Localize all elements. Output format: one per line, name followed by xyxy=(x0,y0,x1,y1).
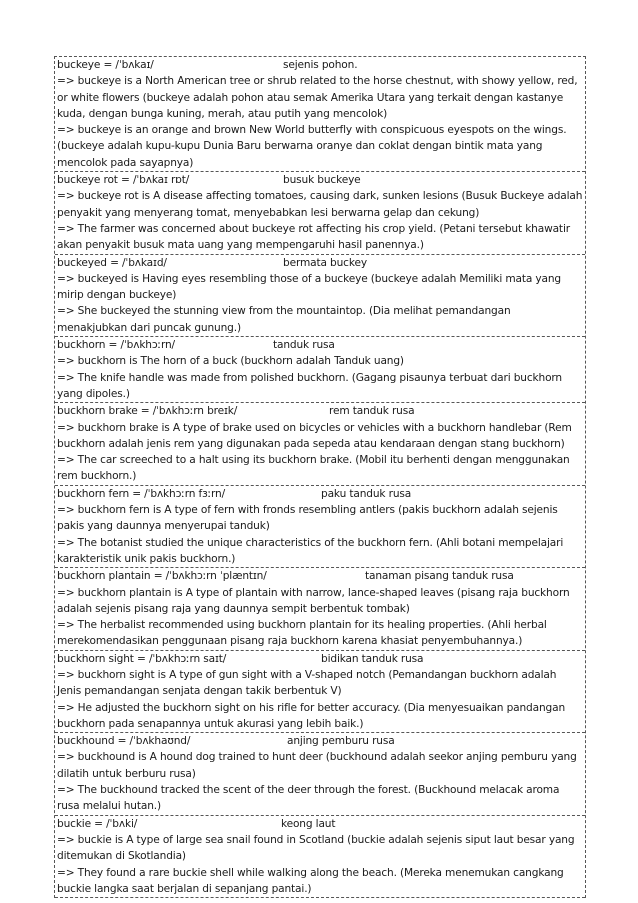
entry-term: buckhorn fern = /ˈbʌkhɔːrn fɜːrn/ xyxy=(57,487,225,500)
entry-example: => The car screeched to a halt using its buckhorn brake. (Mobil itu berhenti dengan menggunakan rem buckhorn.) xyxy=(57,454,570,483)
entry-example: => The knife handle was made from polished buckhorn. (Gagang pisaunya terbuat dari buckhorn yang dipoles.) xyxy=(57,371,562,400)
dictionary-entry xyxy=(55,816,585,898)
dictionary-entry xyxy=(55,733,585,815)
entry-term: buckeyed = /ˈbʌkaɪd/ xyxy=(57,256,167,269)
dictionary-entry xyxy=(55,172,585,254)
entry-definition: => buckeye is an orange and brown New World butterfly with conspicuous eyespots on the wings. (buckeye adalah kupu-kupu Dunia Baru berwarna oranye dan coklat dengan bintik mata yang mencolok pada sayapnya) xyxy=(57,124,567,169)
entry-example: => He adjusted the buckhorn sight on his rifle for better accuracy. (Dia menyesuaikan pandangan buckhorn pada senapannya untuk akurasi yang lebih baik.) xyxy=(57,701,566,730)
entry-header xyxy=(57,57,583,73)
entry-translation: rem tanduk rusa xyxy=(329,405,415,418)
entry-header xyxy=(57,816,583,832)
entry-header xyxy=(57,651,583,667)
entry-translation: tanduk rusa xyxy=(273,339,335,352)
entry-translation: bidikan tanduk rusa xyxy=(321,652,424,665)
entry-definition: => buckhorn brake is A type of brake used on bicycles or vehicles with a buckhorn handlebar (Rem buckhorn adalah jenis rem yang digunakan pada sepeda atau kendaraan dengan stang buckhorn) xyxy=(57,421,572,450)
entry-header xyxy=(57,568,583,584)
entry-header xyxy=(57,486,583,502)
entry-example: => The farmer was concerned about buckeye rot affecting his crop yield. (Petani tersebut khawatir akan penyakit busuk mata uang yang mempengaruhi hasil panennya.) xyxy=(57,222,570,252)
entry-header xyxy=(57,255,583,271)
dictionary-entry xyxy=(55,403,585,485)
entry-definition: => buckhorn is The horn of a buck (buckhorn adalah Tanduk uang) xyxy=(57,355,404,368)
entry-example: => The botanist studied the unique characteristics of the buckhorn fern. (Ahli botani mempelajari karakteristik unik pakis buckhorn.) xyxy=(57,536,564,565)
entry-definition: => buckhorn sight is A type of gun sight with a V-shaped notch (Pemandangan buckhorn adalah Jenis pemandangan senjata dengan takik berbentuk V) xyxy=(57,668,557,698)
entry-header xyxy=(57,337,583,353)
entry-term: buckeye = /ˈbʌkaɪ/ xyxy=(57,59,154,71)
dictionary-list xyxy=(54,56,586,898)
entry-term: buckhorn sight = /ˈbʌkhɔːrn saɪt/ xyxy=(57,652,227,665)
entry-header xyxy=(57,733,583,749)
entry-term: buckeye rot = /ˈbʌkaɪ rɒt/ xyxy=(57,174,190,187)
entry-translation: keong laut xyxy=(281,817,336,830)
entry-definition: => buckeye rot is A disease affecting tomatoes, causing dark, sunken lesions (Busuk Buckeye adalah penyakit yang menyerang tomat, menyebabkan lesi berwarna gelap dan cekung) xyxy=(57,190,583,219)
entry-term: buckhorn plantain = /ˈbʌkhɔːrn ˈplæntɪn/ xyxy=(57,570,267,583)
entry-definition: => buckhound is A hound dog trained to hunt deer (buckhound adalah seekor anjing pemburu yang dilatih untuk berburu rusa) xyxy=(57,751,577,780)
entry-example: => They found a rare buckie shell while walking along the beach. (Mereka menemukan cangkang buckie langka saat berjalan di sepanjang pantai.) xyxy=(57,866,564,895)
entry-definition: => buckhorn plantain is A type of plantain with narrow, lance-shaped leaves (pisang raja buckhorn adalah sejenis pisang raja yang daunnya sempit berbentuk tombak) xyxy=(57,586,570,615)
dictionary-entry xyxy=(55,651,585,733)
dictionary-entry xyxy=(55,57,585,172)
entry-translation: sejenis pohon. xyxy=(283,59,358,71)
entry-translation: tanaman pisang tanduk rusa xyxy=(365,570,514,583)
entry-example: => The herbalist recommended using buckhorn plantain for its healing properties. (Ahli herbal merekomendasikan penggunaan pisang raja buckhorn karena khasiat penyembuhannya.) xyxy=(57,619,547,648)
entry-term: buckhorn = /ˈbʌkhɔːrn/ xyxy=(57,339,175,352)
entry-header xyxy=(57,403,583,419)
dictionary-entry xyxy=(55,568,585,650)
entry-header xyxy=(57,172,583,188)
entry-definition: => buckeyed is Having eyes resembling those of a buckeye (buckeye adalah Memiliki mata yang mirip dengan buckeye) xyxy=(57,272,562,302)
entry-example: => She buckeyed the stunning view from the mountaintop. (Dia melihat pemandangan menakjubkan dari puncak gunung.) xyxy=(57,305,511,334)
entry-translation: busuk buckeye xyxy=(283,174,361,187)
entry-example: => The buckhound tracked the scent of the deer through the forest. (Buckhound melacak aroma rusa melalui hutan.) xyxy=(57,784,560,813)
entry-definition: => buckeye is a North American tree or shrub related to the horse chestnut, with showy yellow, red, or white flowers (buckeye adalah pohon atau semak Amerika Utara yang terkait dengan kastanye kuda, dengan bunga kuning, merah, atau putih yang mencolok) xyxy=(57,75,578,120)
entry-term: buckhound = /ˈbʌkhaʊnd/ xyxy=(57,735,191,748)
entry-term: buckhorn brake = /ˈbʌkhɔːrn breɪk/ xyxy=(57,405,238,418)
entry-translation: bermata buckey xyxy=(283,256,367,269)
entry-definition: => buckhorn fern is A type of fern with fronds resembling antlers (pakis buckhorn adalah sejenis pakis yang daunnya menyerupai tanduk) xyxy=(57,504,558,533)
entry-translation: paku tanduk rusa xyxy=(321,487,412,500)
entry-term: buckie = /ˈbʌki/ xyxy=(57,817,138,830)
dictionary-entry xyxy=(55,337,585,403)
dictionary-entry xyxy=(55,255,585,337)
entry-translation: anjing pemburu rusa xyxy=(287,735,395,748)
entry-definition: => buckie is A type of large sea snail found in Scotland (buckie adalah sejenis siput laut besar yang ditemukan di Skotlandia) xyxy=(57,833,575,863)
dictionary-entry xyxy=(55,486,585,568)
